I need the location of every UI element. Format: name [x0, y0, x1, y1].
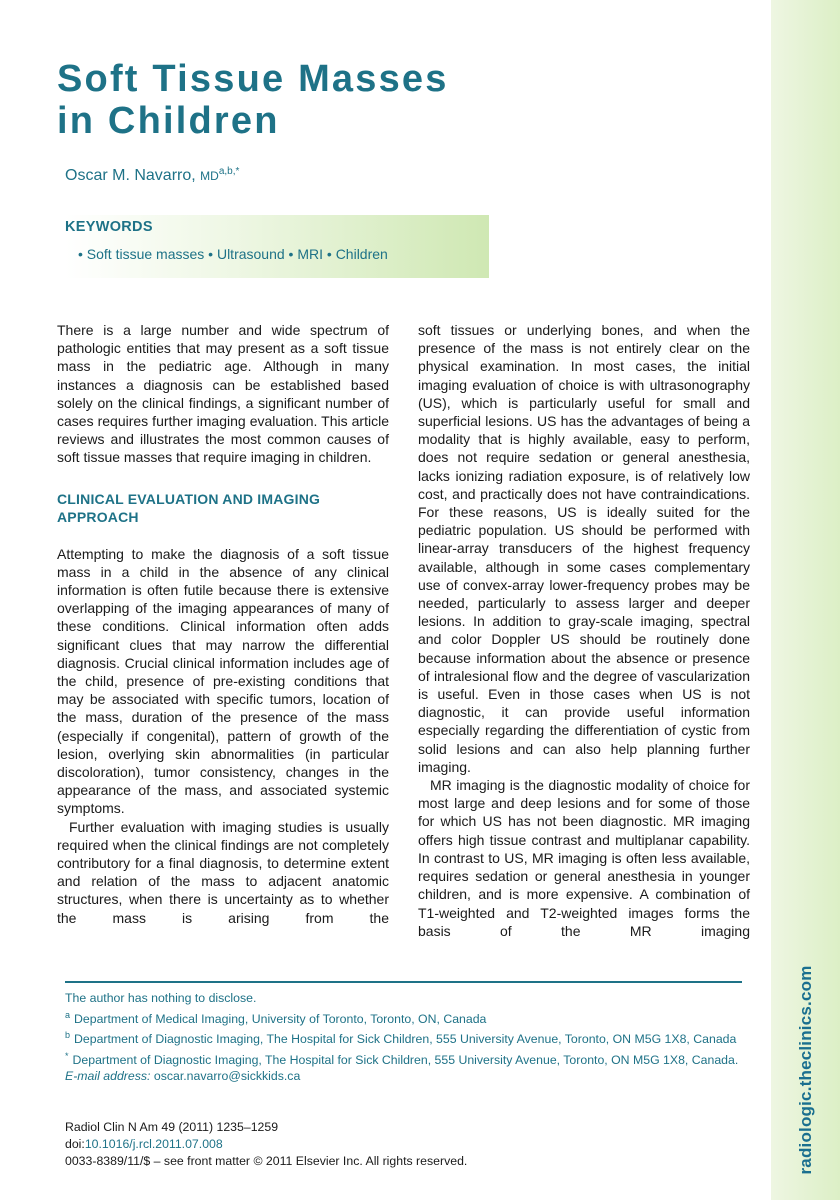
email-address[interactable]: oscar.navarro@sickkids.ca	[153, 1069, 301, 1083]
journal-url[interactable]: radiologic.theclinics.com	[796, 965, 815, 1175]
keywords-box	[65, 215, 489, 278]
title-line-1: Soft Tissue Masses	[57, 58, 449, 100]
body-paragraph: Attempting to make the diagnosis of a soft tissue mass in a child in the absence of any clinical information is often futile because there is extensive overlapping of the imaging appearances of many of these conditions. Clinical information often adds significant clues that may narrow the differential diagnosis. Crucial clinical information includes age of the child, presence of pre-existing conditions that may be associated with specific tumors, location of the mass, duration of the presence of the mass (especially if congenital), pattern of growth of the lesion, overlying skin abnormalities (in particular discoloration), tumor consistency, changes in the appearance of the mass, and associated systemic symptoms.	[57, 545, 389, 817]
body-paragraph: Further evaluation with imaging studies is usually required when the clinical findings are not completely contributory for a final diagnosis, to determine extent and relation of the mass to adjacent anatomic structures, when there is uncertainty as to whether the mass is arising from the	[57, 818, 389, 926]
footnotes	[65, 990, 745, 1085]
doi-link[interactable]: 10.1016/j.rcl.2011.07.008	[84, 1137, 223, 1151]
author-name: Oscar M. Navarro,	[65, 167, 201, 184]
corresponding-text: Department of Diagnostic Imaging, The Hospital for Sick Children, 555 University Avenue, Toronto, ON M5G 1X8, Canada.	[72, 1052, 739, 1067]
affiliation-a-mark: a	[65, 1009, 71, 1020]
doi-line	[65, 1136, 467, 1153]
affiliation-a	[65, 1007, 745, 1028]
keywords-heading: KEYWORDS	[65, 219, 153, 235]
affiliation-a-text: Department of Medical Imaging, University of Toronto, Toronto, ON, Canada	[74, 1011, 487, 1026]
author-affiliations: a,b,*	[218, 166, 240, 177]
copyright-line: 0033-8389/11/$ – see front matter © 2011 Elsevier Inc. All rights reserved.	[65, 1154, 468, 1168]
intro-paragraph: There is a large number and wide spectrum of pathologic entities that may present as a soft tissue mass in the pediatric age. Although in many instances a diagnosis can be established based solely on the clinical findings, a significant number of cases requires further imaging evaluation. This article reviews and illustrates the most common causes of soft tissue masses that require imaging in children.	[57, 322, 389, 466]
body-column-right	[418, 321, 750, 940]
disclosure-note: The author has nothing to disclose.	[65, 991, 257, 1005]
affiliation-b	[65, 1027, 745, 1048]
article-title	[57, 58, 449, 142]
doi-label: doi:	[65, 1137, 85, 1151]
corresponding-address	[65, 1048, 745, 1069]
author-degree: MD	[200, 169, 219, 183]
title-line-2: in Children	[57, 100, 280, 142]
footnote-divider	[65, 981, 742, 983]
affiliation-b-mark: b	[65, 1030, 71, 1040]
body-column-left	[57, 321, 389, 927]
journal-citation: Radiol Clin N Am 49 (2011) 1235–1259	[65, 1120, 279, 1134]
body-paragraph: MR imaging is the diagnostic modality of choice for most large and deep lesions and for some of those for which US has not been diagnostic. MR imaging offers high tissue contrast and multiplanar capability. In contrast to US, MR imaging is often less available, requires sedation or general anesthesia in younger children, and is more expensive. A combination of T1-weighted and T2-weighted images forms the basis of the MR imaging	[418, 777, 750, 939]
email-line	[65, 1068, 745, 1085]
affiliation-b-text: Department of Diagnostic Imaging, The Hospital for Sick Children, 555 University Avenue, Toronto, ON M5G 1X8, Canada	[74, 1032, 737, 1046]
corresponding-mark: *	[65, 1050, 69, 1061]
citation-block	[65, 1119, 467, 1170]
body-paragraph: soft tissues or underlying bones, and when the presence of the mass is not entirely clear on the physical examination. In most cases, the initial imaging evaluation of choice is with ultrasonography (US), which is particularly useful for small and superficial lesions. US has the advantages of being a modality that is highly available, easy to perform, does not require sedation or general anesthesia, lacks ionizing radiation exposure, is of relatively low cost, and practically does not have contraindications. For these reasons, US is ideally suited for the pediatric population. US should be performed with linear-array transducers of the highest frequency available, although in some cases complementary use of convex-array lower-frequency probes may be needed, particularly to assess larger and deeper lesions. In addition to gray-scale imaging, spectral and color Doppler US should be routinely done because information about the absence or presence of intralesional flow and the degree of vascularization is useful. Even in those cases when US is not diagnostic, it can provide useful information especially regarding the differentiation of cystic from solid lesions and can also help planning further imaging.	[418, 322, 750, 775]
section-heading: CLINICAL EVALUATION AND IMAGING APPROACH	[57, 490, 321, 525]
keywords-list: • Soft tissue masses • Ultrasound • MRI • Children	[78, 246, 388, 262]
author-line	[65, 166, 239, 185]
email-label: E-mail address:	[65, 1069, 151, 1083]
